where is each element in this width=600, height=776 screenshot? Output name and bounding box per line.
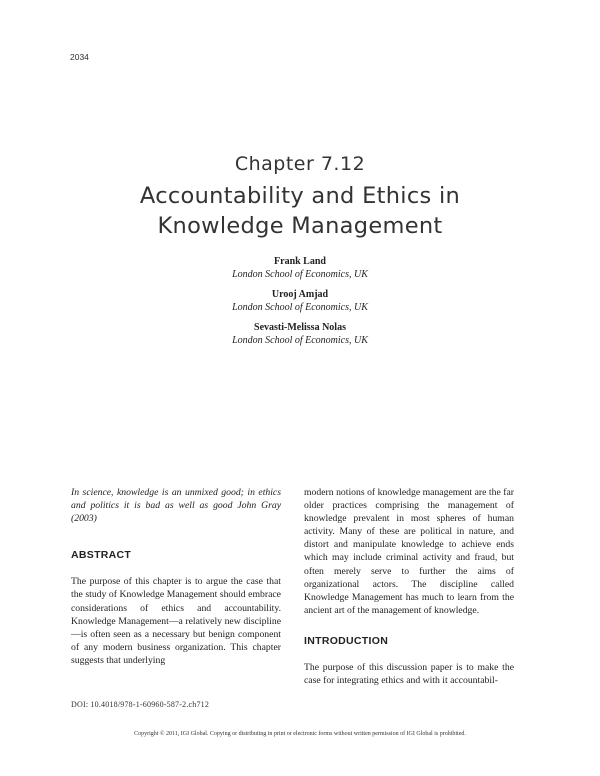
chapter-title-line-2: Knowledge Management: [157, 213, 443, 239]
abstract-text: The purpose of this chapter is to argue the case that the study of Knowledge Management should embrace considerations of ethics and accountability. Knowledge Management—a relatively new discipline—is often seen as a necessary but benign component of any modern business organization. This chapter suggests that underlying: [71, 576, 281, 666]
right-column: [304, 486, 514, 687]
introduction-heading: INTRODUCTION: [304, 634, 389, 647]
copyright-notice: Copyright © 2011, IGI Global. Copying or distributing in print or electronic forms without written permission of IGI Global is prohibited.: [134, 731, 466, 737]
author-affiliation: London School of Economics, UK: [232, 268, 368, 280]
doi: DOI: 10.4018/978-1-60960-587-2.ch712: [71, 700, 210, 709]
abstract-heading: ABSTRACT: [71, 549, 132, 562]
author-affiliation: London School of Economics, UK: [232, 301, 368, 313]
author-block: [0, 256, 600, 281]
epigraph: In science, knowledge is an unmixed good; in ethics and politics it is bad as well as good John Gray (2003): [71, 487, 281, 525]
author-name: Frank Land: [274, 256, 326, 267]
author-name: Urooj Amjad: [271, 289, 329, 300]
author-block: [0, 322, 600, 347]
introduction-text: The purpose of this discussion paper is to make the case for integrating ethics and with it accountabil-: [304, 662, 514, 687]
author-affiliation: London School of Economics, UK: [232, 334, 368, 346]
author-block: [0, 289, 600, 314]
chapter-title-line-1: Accountability and Ethics in: [139, 183, 461, 209]
chapter-label: Chapter 7.12: [234, 153, 366, 175]
page-number: 2034: [70, 52, 89, 62]
left-column: [71, 486, 281, 667]
author-name: Sevasti-Melissa Nolas: [254, 322, 346, 333]
abstract-continuation: modern notions of knowledge management are the far older practices comprising the management of knowledge prevalent in most spheres of human activity. Many of these are political in nature, and distort and manipulate knowledge to achieve ends which may include criminal activity and fraud, but often merely serve to further the aims of organizational actors. The discipline called Knowledge Management has much to learn from the ancient art of the management of knowledge.: [304, 487, 514, 616]
chapter-title: [60, 181, 540, 241]
author-list: [0, 256, 600, 355]
